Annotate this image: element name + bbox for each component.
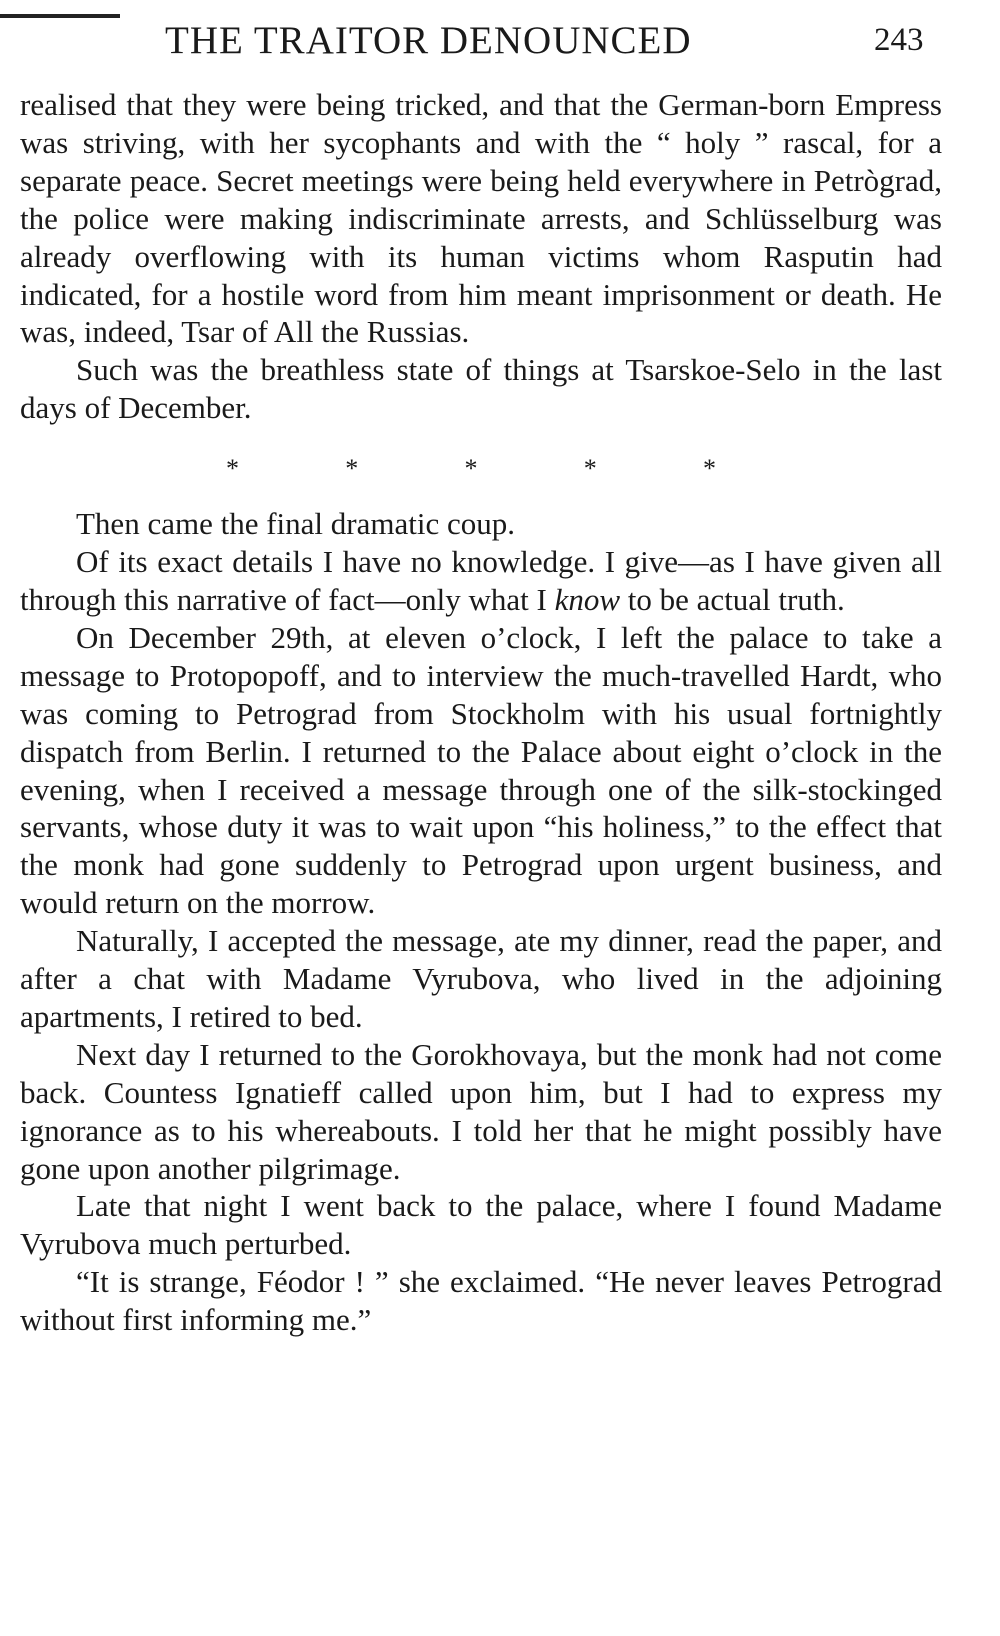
paragraph-continued: realised that they were being tricked, and that the German-born Empress was striving, with her sycophants and with the “ holy ” rascal, for a separate peace. Secret meetings were being held everywhere in Petrògrad, the police were making indiscriminate arrests, and Schlüsselburg was already overflowing with its human victims whom Rasputin had indicated, for a hostile word from him meant imprisonment or death. He was, indeed, Tsar of All the Russias. [20, 87, 942, 350]
paragraph: “It is strange, Féodor ! ” she exclaimed. “He never leaves Petrograd without first informing me.” [20, 1264, 942, 1338]
asterisk: * [226, 454, 239, 484]
paragraph-with-emphasis: Of its exact details I have no knowledge. I give—as I have given all through this narrative of fact—only what I know to be actual truth. [20, 544, 942, 617]
paragraph: Naturally, I accepted the message, ate my dinner, read the paper, and after a chat with Madame Vyrubova, who lived in the adjoining apartments, I retired to bed. [20, 923, 942, 1034]
paragraph: Next day I returned to the Gorokhovaya, but the monk had not come back. Countess Ignatieff called upon him, but I had to express my ignorance as to his whereabouts. I told her that he might possibly have gone upon another pilgrimage. [20, 1036, 942, 1186]
asterisk: * [464, 454, 478, 484]
paragraph: Such was the breathless state of things at Tsarskoe-Selo in the last days of December. [20, 352, 942, 426]
asterisk: * [583, 454, 597, 484]
page-number: 243 [874, 22, 924, 58]
top-edge-mark [0, 14, 120, 18]
section-break [226, 449, 716, 489]
emphasis: know [554, 581, 621, 617]
asterisk: * [345, 454, 359, 484]
running-title: THE TRAITOR DENOUNCED [165, 19, 692, 62]
asterisk: * [703, 454, 716, 484]
paragraph: Late that night I went back to the palace, where I found Madame Vyrubova much perturbed. [20, 1188, 942, 1262]
paragraph: On December 29th, at eleven o’clock, I left the palace to take a message to Protopopoff, and to interview the much-travelled Hardt, who was coming to Petrograd from Stockholm with his usual fortnightly dispatch from Berlin. I returned to the Palace about eight o’clock in the evening, when I received a message through one of the silk-stockinged servants, whose duty it was to wait upon “his holiness,” to the effect that the monk had gone suddenly to Petrograd upon urgent business, and would return on the morrow. [20, 619, 942, 921]
paragraph: Then came the final dramatic coup. [76, 506, 515, 542]
page-header [0, 14, 1000, 74]
body-text [20, 86, 942, 1339]
